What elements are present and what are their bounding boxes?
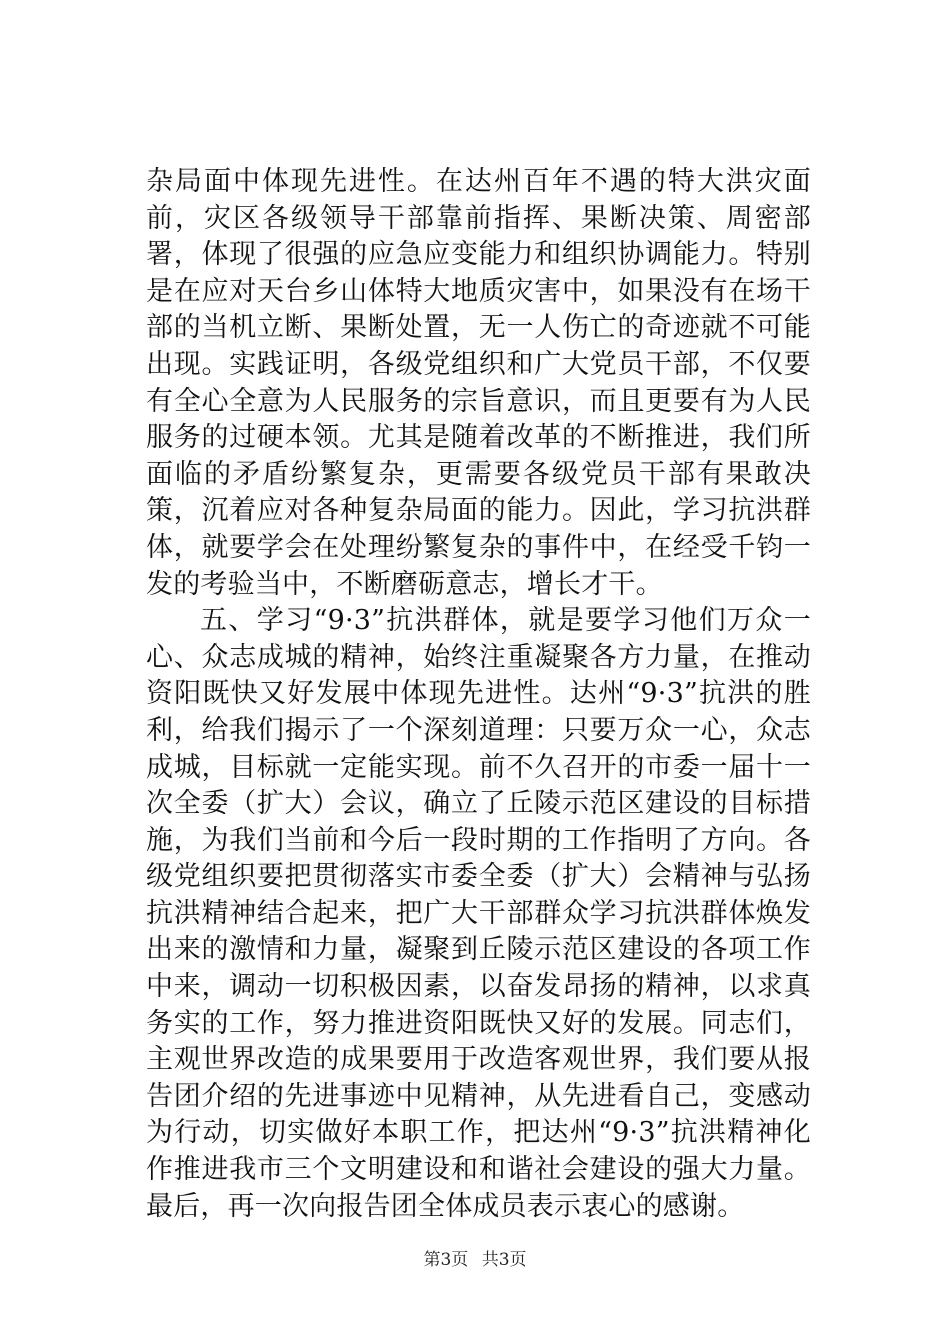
page-footer	[0, 1245, 950, 1270]
paragraph-continued: 杂局面中体现先进性。在达州百年不遇的特大洪灾面前，灾区各级领导干部靠前指挥、果断决策、周密部署，体现了很强的应急应变能力和组织协调能力。特别是在应对天台乡山体特大地质灾害中，如果没有在场干部的当机立断、果断处置，无一人伤亡的奇迹就不可能出现。实践证明，各级党组织和广大党员干部，不仅要有全心全意为人民服务的宗旨意识，而且更要有为人民服务的过硬本领。尤其是随着改革的不断推进，我们所面临的矛盾纷繁复杂，更需要各级党员干部有果敢决策，沉着应对各种复杂局面的能力。因此，学习抗洪群体，就要学会在处理纷繁复杂的事件中，在经受千钧一发的考验当中，不断磨砺意志，增长才干。	[146, 166, 811, 600]
paragraph-five: 五、学习“9·3”抗洪群体，就是要学习他们万众一心、众志成城的精神，始终注重凝聚各方力量，在推动资阳既快又好发展中体现先进性。达州“9·3”抗洪的胜利，给我们揭示了一个深刻道理：只要万众一心，众志成城，目标就一定能实现。前不久召开的市委一届十一次全委（扩大）会议，确立了丘陵示范区建设的目标措施，为我们当前和今后一段时期的工作指明了方向。各级党组织要把贯彻落实市委全委（扩大）会精神与弘扬抗洪精神结合起来，把广大干部群众学习抗洪群体焕发出来的激情和力量，凝聚到丘陵示范区建设的各项工作中来，调动一切积极因素，以奋发昂扬的精神，以求真务实的工作，努力推进资阳既快又好的发展。同志们，主观世界改造的成果要用于改造客观世界，我们要从报告团介绍的先进事迹中见精神，从先进看自己，变感动为行动，切实做好本职工作，把达州“9·3”抗洪精神化作推进我市三个文明建设和和谐社会建设的强大力量。最后，再一次向报告团全体成员表示衷心的感谢。	[146, 605, 811, 1222]
page-number: 第3页	[423, 1250, 469, 1270]
page-total: 共3页	[481, 1250, 527, 1270]
document-body	[146, 164, 811, 1225]
